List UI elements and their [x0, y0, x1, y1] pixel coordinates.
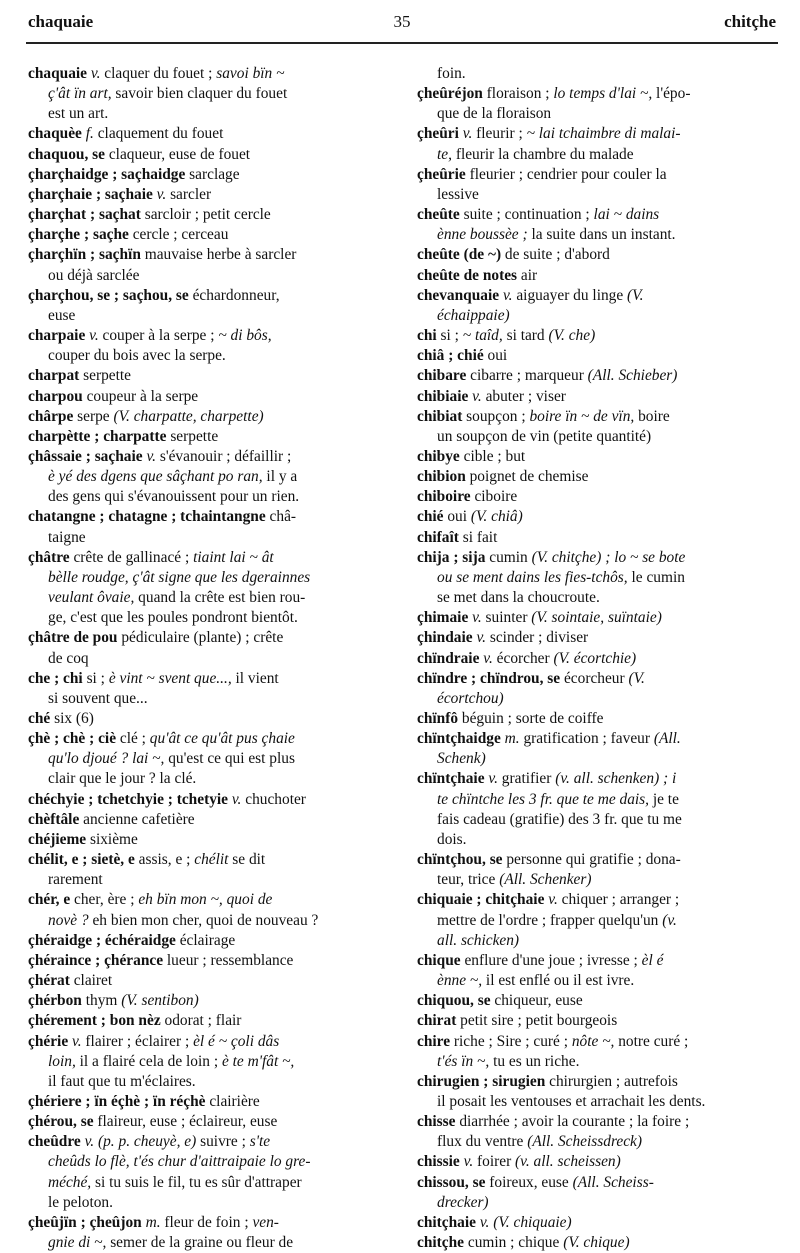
- entry-headline: çhérbon thym (V. sentibon): [28, 992, 199, 1010]
- entry-headline: çhè ; chè ; ciè clé ; qu'ât ce qu'ât pus çhaie: [28, 730, 295, 748]
- entry-continuation-line: taigne: [48, 528, 86, 546]
- entry-continuation-line: est un art.: [48, 105, 109, 123]
- entry-headline: çhériere ; ïn éçhè ; ïn réçhè clairière: [28, 1092, 260, 1110]
- entry-headline: chiquou, se chiqueur, euse: [417, 992, 583, 1010]
- entry-continuation-line: è yé des dgens que sâçhant po ran, il y a: [48, 468, 298, 486]
- dictionary-entry: [28, 669, 386, 709]
- dictionary-entry: [28, 628, 386, 668]
- dictionary-entry: [417, 245, 777, 265]
- dictionary-entry: [28, 709, 386, 729]
- page-header: [28, 12, 776, 42]
- entry-continuation-line: t'és ïn ~, tu es un riche.: [437, 1052, 580, 1070]
- dictionary-entry: [28, 185, 386, 205]
- entry-headline: chïntçhou, se personne qui gratifie ; dona-: [417, 851, 681, 869]
- entry-continuation-line: se met dans la choucroute.: [437, 589, 600, 607]
- entry-headline: chibiat soupçon ; boire ïn ~ de vïn, boire: [417, 407, 670, 425]
- dictionary-entry: [417, 507, 777, 527]
- entry-continuation-line: bèlle roudge, ç'ât signe que les dgerainnes: [48, 568, 311, 586]
- entry-continuation-line: échaippaie): [437, 306, 510, 324]
- dictionary-entry: [417, 84, 777, 124]
- entry-headline: chissie v. foirer (v. all. scheissen): [417, 1153, 621, 1171]
- dictionary-entry: [28, 1032, 386, 1092]
- entry-headline: çhâtre crête de gallinacé ; tiaint lai ~ ât: [28, 548, 274, 566]
- entry-headline: çhérat clairet: [28, 972, 113, 990]
- entry-headline: chitçhe cumin ; chique (V. chique): [417, 1234, 630, 1252]
- entry-continuation-line: novè ? eh bien mon cher, quoi de nouveau ?: [48, 911, 319, 929]
- entry-continuation-line: mettre de l'ordre ; frapper quelqu'un (v.: [437, 911, 677, 929]
- entry-headline: çhâtre de pou pédiculaire (plante) ; crête: [28, 629, 284, 647]
- entry-headline: cheûte (de ~) de suite ; d'abord: [417, 246, 610, 264]
- left-column: [28, 64, 386, 1253]
- dictionary-entry: [28, 447, 386, 507]
- entry-continuation-line: que de la floraison: [437, 105, 552, 123]
- dictionary-entry: [28, 971, 386, 991]
- entry-headline: chaquou, se claqueur, euse de fouet: [28, 145, 251, 163]
- dictionary-entry: [417, 326, 777, 346]
- entry-continuation-line: veulant ôvaie, quand la crête est bien rou-: [48, 589, 306, 607]
- entry-headline: chirat petit sire ; petit bourgeois: [417, 1012, 618, 1030]
- entry-continuation-line: loin, il a flairé cela de loin ; è te m'fât ~,: [48, 1052, 295, 1070]
- dictionary-entry: [417, 467, 777, 487]
- entry-headline: çhérement ; bon nèz odorat ; flair: [28, 1012, 242, 1030]
- entry-headline: chié oui (V. chiâ): [417, 508, 523, 526]
- entry-headline: chi si ; ~ taîd, si tard (V. che): [417, 327, 596, 345]
- entry-headline: che ; chi si ; è vint ~ svent que..., il vient: [28, 669, 279, 687]
- entry-continuation-line: si souvent que...: [48, 689, 148, 707]
- entry-headline: chïndre ; chïndrou, se écorcheur (V.: [417, 669, 645, 687]
- entry-headline: chèftâle ancienne cafetière: [28, 810, 195, 828]
- dictionary-entry: [28, 890, 386, 930]
- dictionary-entry: [28, 850, 386, 890]
- entry-headline: çhéraidge ; échéraidge éclairage: [28, 931, 236, 949]
- entry-headline: chélit, e ; sietè, e assis, e ; chélit se dit: [28, 851, 266, 869]
- entry-continuation-line: méché, si tu suis le fil, tu es sûr d'attraper: [48, 1173, 302, 1191]
- entry-headline: charpaie v. couper à la serpe ; ~ di bôs,: [28, 327, 272, 345]
- dictionary-entry: [417, 205, 777, 245]
- header-last-headword: chitçhe: [724, 12, 776, 31]
- entry-headline: charpètte ; charpatte serpette: [28, 427, 219, 445]
- entry-headline: chaquaie v. claquer du fouet ; savoi bïn ~: [28, 65, 285, 82]
- entry-headline: chevanquaie v. aiguayer du linge (V.: [417, 286, 644, 304]
- dictionary-entry: [28, 1213, 386, 1253]
- entry-headline: chirugien ; sirugien chirurgien ; autrefois: [417, 1072, 678, 1090]
- entry-headline: chire riche ; Sire ; curé ; nôte ~, notre curé ;: [417, 1032, 689, 1050]
- dictionary-entry: [28, 548, 386, 629]
- entry-headline: chibye cible ; but: [417, 447, 526, 465]
- entry-continuation-line: te, fleurir la chambre du malade: [437, 145, 634, 163]
- dictionary-entry: [417, 709, 777, 729]
- entry-continuation-line: clair que le jour ? la clé.: [48, 770, 197, 788]
- entry-headline: chéchyie ; tchetchyie ; tchetyie v. chuchoter: [28, 790, 306, 808]
- dictionary-entry: [417, 407, 777, 447]
- entry-headline: çharçhaidge ; saçhaidge sarclage: [28, 165, 240, 183]
- header-rule: [26, 42, 778, 44]
- dictionary-entry: [28, 326, 386, 366]
- dictionary-entry: [28, 830, 386, 850]
- dictionary-entry: [417, 649, 777, 669]
- dictionary-entry: [28, 1092, 386, 1112]
- entry-headline: çhérou, se flaireur, euse ; éclaireur, euse: [28, 1113, 278, 1131]
- entry-headline: chaquèe f. claquement du fouet: [28, 125, 224, 143]
- entry-headline: çharçhat ; saçhat sarcloir ; petit cercle: [28, 206, 271, 224]
- entry-headline: çhimaie v. suinter (V. sointaie, suïntaie): [417, 609, 662, 627]
- entry-continuation-line: il posait les ventouses et arrachait les dents.: [437, 1092, 706, 1110]
- entry-headline: chiquaie ; chitçhaie v. chiquer ; arranger ;: [417, 891, 680, 909]
- dictionary-entry: [417, 366, 777, 386]
- dictionary-entry: [417, 1072, 777, 1112]
- entry-headline: chiâ ; chié oui: [417, 347, 508, 365]
- entry-headline: çhérie v. flairer ; éclairer ; èl é ~ çoli dâs: [28, 1032, 280, 1050]
- entry-continuation-line: rarement: [48, 871, 103, 889]
- dictionary-entry: [417, 628, 777, 648]
- dictionary-entry: [417, 447, 777, 467]
- entry-headline: ché six (6): [28, 710, 94, 727]
- entry-headline: chique enflure d'une joue ; ivresse ; èl é: [417, 951, 664, 969]
- entry-continuation-line: ènne boussèe ; la suite dans un instant.: [437, 226, 676, 244]
- dictionary-entry: [417, 487, 777, 507]
- entry-headline: çharçhou, se ; saçhou, se échardonneur,: [28, 286, 280, 304]
- entry-headline: çhindaie v. scinder ; diviser: [417, 629, 589, 647]
- dictionary-entry: [417, 669, 777, 709]
- dictionary-entry: [28, 165, 386, 185]
- dictionary-entry: [28, 729, 386, 789]
- entry-continuation-line: ge, c'est que les poules pondront bientôt.: [48, 609, 298, 627]
- dictionary-entry: [417, 286, 777, 326]
- dictionary-entry: [417, 608, 777, 628]
- dictionary-entry: [28, 145, 386, 165]
- dictionary-entry: [28, 427, 386, 447]
- entry-headline: çhâssaie ; saçhaie v. s'évanouir ; défaillir ;: [28, 447, 292, 465]
- dictionary-entry: [417, 1173, 777, 1213]
- dictionary-entry: [28, 790, 386, 810]
- dictionary-entry: [28, 64, 386, 124]
- dictionary-entry: [28, 286, 386, 326]
- dictionary-entry: [417, 769, 777, 850]
- dictionary-entry: [417, 850, 777, 890]
- entry-continuation-line: écortchou): [437, 689, 504, 707]
- entry-headline: chïntçhaie v. gratifier (v. all. schenken) ; i: [417, 770, 677, 788]
- dictionary-entry: [417, 387, 777, 407]
- dictionary-entry: [28, 1112, 386, 1132]
- dictionary-entry: [28, 366, 386, 386]
- entry-headline: chârpe serpe (V. charpatte, charpette): [28, 407, 264, 425]
- entry-headline: chiboire ciboire: [417, 488, 518, 506]
- dictionary-entry: [417, 548, 777, 608]
- dictionary-entry: [417, 1011, 777, 1031]
- entry-headline: charpat serpette: [28, 367, 132, 385]
- dictionary-entry: [417, 266, 777, 286]
- entry-headline: cheûdre v. (p. p. cheuyè, e) suivre ; s'te: [28, 1133, 271, 1151]
- entry-continuation-line: qu'lo djoué ? lai ~, qu'est ce qui est plus: [48, 750, 295, 768]
- entry-headline: çhéraince ; çhérance lueur ; ressemblance: [28, 951, 294, 969]
- dictionary-entry: [417, 1032, 777, 1072]
- entry-continuation-line: dois.: [437, 830, 467, 848]
- entry-headline: çharçhaie ; saçhaie v. sarcler: [28, 185, 212, 203]
- entry-continuation-line: le peloton.: [48, 1193, 113, 1211]
- dictionary-entry: [417, 890, 777, 950]
- entry-headline: çheûrie fleurier ; cendrier pour couler la: [417, 165, 667, 183]
- dictionary-entry: [28, 931, 386, 951]
- entry-continuation-line: foin.: [437, 65, 466, 82]
- entry-headline: chitçhaie v. (V. chiquaie): [417, 1213, 572, 1231]
- entry-continuation-line: de coq: [48, 649, 89, 667]
- dictionary-entry: [417, 729, 777, 769]
- dictionary-entry: [28, 225, 386, 245]
- entry-continuation-line: Schenk): [437, 750, 486, 768]
- entry-continuation-line: all. schicken): [437, 931, 520, 949]
- dictionary-entry: [28, 205, 386, 225]
- entry-headline: chïntçhaidge m. gratification ; faveur (All.: [417, 730, 681, 748]
- entry-continuation-line: euse: [48, 306, 76, 324]
- dictionary-entry: [417, 1112, 777, 1152]
- entry-headline: chija ; sija cumin (V. chitçhe) ; lo ~ se bote: [417, 548, 686, 566]
- entry-continuation-line: fais cadeau (gratifie) des 3 fr. que tu me: [437, 810, 682, 828]
- entry-headline: çheûréjon floraison ; lo temps d'lai ~, l'épo-: [417, 85, 691, 103]
- entry-headline: chibiaie v. abuter ; viser: [417, 387, 566, 405]
- right-column: [417, 64, 777, 1253]
- dictionary-entry: [417, 1213, 777, 1233]
- entry-continuation-line: te chïntche les 3 fr. que te me dais, je te: [437, 790, 679, 808]
- entry-headline: chisse diarrhée ; avoir la courante ; la foire ;: [417, 1113, 690, 1131]
- entry-continuation-line: ènne ~, il est enflé ou il est ivre.: [437, 972, 635, 990]
- dictionary-entry: [417, 528, 777, 548]
- dictionary-entry: [417, 124, 777, 164]
- entry-continuation-line: cheûds lo flè, t'és chur d'aittraipaie lo gre-: [48, 1153, 311, 1171]
- entry-continuation-line: drecker): [437, 1193, 489, 1211]
- entry-headline: chibion poignet de chemise: [417, 468, 589, 486]
- entry-continuation-line: couper du bois avec la serpe.: [48, 347, 226, 365]
- dictionary-entry: [28, 951, 386, 971]
- entry-continuation-line: ç'ât ïn art, savoir bien claquer du fouet: [48, 85, 288, 103]
- dictionary-entry: [417, 1233, 777, 1253]
- dictionary-entry: [417, 951, 777, 991]
- dictionary-entry: [28, 124, 386, 144]
- dictionary-entry: [28, 1132, 386, 1213]
- header-first-headword: chaquaie: [28, 12, 94, 31]
- dictionary-entry: [417, 1152, 777, 1172]
- dictionary-entry: [417, 64, 777, 84]
- dictionary-entry: [28, 991, 386, 1011]
- entry-continuation-line: des gens qui s'évanouissent pour un rien.: [48, 488, 300, 506]
- entry-headline: chibare cibarre ; marqueur (All. Schieber): [417, 367, 678, 385]
- entry-headline: chér, e cher, ère ; eh bïn mon ~, quoi de: [28, 891, 273, 909]
- entry-headline: chéjieme sixième: [28, 830, 138, 848]
- entry-headline: chissou, se foireux, euse (All. Scheiss-: [417, 1173, 654, 1191]
- entry-continuation-line: lessive: [437, 185, 479, 203]
- entry-headline: chifaît si fait: [417, 528, 498, 546]
- entry-headline: çharçhïn ; saçhïn mauvaise herbe à sarcler: [28, 246, 297, 264]
- entry-headline: çharçhe ; saçhe cercle ; cerceau: [28, 226, 229, 244]
- dictionary-entry: [417, 165, 777, 205]
- entry-continuation-line: gnie di ~, semer de la graine ou fleur de: [48, 1234, 294, 1252]
- dictionary-entry: [28, 1011, 386, 1031]
- dictionary-entry: [28, 387, 386, 407]
- entry-headline: cheûte suite ; continuation ; lai ~ dains: [417, 206, 660, 224]
- entry-headline: çheûri v. fleurir ; ~ lai tchaimbre di malai-: [417, 125, 681, 143]
- entry-headline: chïndraie v. écorcher (V. écortchie): [417, 649, 637, 667]
- entry-continuation-line: flux du ventre (All. Scheissdreck): [437, 1133, 643, 1151]
- entry-continuation-line: teur, trice (All. Schenker): [437, 871, 592, 889]
- dictionary-entry: [417, 346, 777, 366]
- entry-continuation-line: il faut que tu m'éclaires.: [48, 1072, 196, 1090]
- entry-headline: chatangne ; chatagne ; tchaintangne châ-: [28, 508, 297, 526]
- dictionary-entry: [417, 991, 777, 1011]
- page-number: 35: [393, 12, 411, 31]
- dictionary-entry: [28, 407, 386, 427]
- entry-continuation-line: ou déjà sarclée: [48, 266, 140, 284]
- entry-headline: charpou coupeur à la serpe: [28, 387, 199, 405]
- entry-headline: cheûte de notes air: [417, 266, 538, 284]
- dictionary-entry: [28, 810, 386, 830]
- dictionary-entry: [28, 245, 386, 285]
- entry-headline: çheûjïn ; çheûjon m. fleur de foin ; ven-: [28, 1213, 279, 1231]
- entry-continuation-line: ou se ment dains les fies-tchôs, le cumin: [437, 568, 685, 586]
- dictionary-entry: [28, 507, 386, 547]
- entry-headline: chïnfô béguin ; sorte de coiffe: [417, 710, 604, 727]
- entry-continuation-line: un soupçon de vin (petite quantité): [437, 427, 652, 445]
